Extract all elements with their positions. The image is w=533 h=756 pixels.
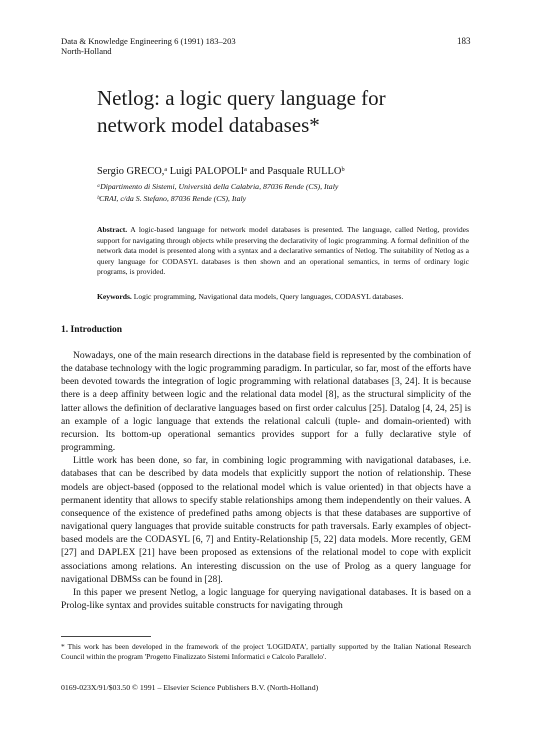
author-list: Sergio GRECO,ᵃ Luigi PALOPOLIᵃ and Pasquale RULLOᵇ <box>97 166 345 177</box>
title-line-2: network model databases* <box>97 113 320 137</box>
copyright-line: 0169-023X/91/$03.50 © 1991 – Elsevier Science Publishers B.V. (North-Holland) <box>61 683 319 692</box>
footnote-rule <box>61 636 151 637</box>
body-text <box>61 350 471 613</box>
affiliation-a: ᵃDipartimento di Sistemi, Università della Calabria, 87036 Rende (CS), Italy <box>97 182 339 191</box>
section-heading: 1. Introduction <box>61 325 123 335</box>
paragraph-3: In this paper we present Netlog, a logic language for querying navigational databases. It is based on a Prolog-like syntax and provides suitable constructs for navigating through <box>61 587 471 611</box>
keywords <box>97 292 469 301</box>
title-line-1: Netlog: a logic query language for <box>97 86 386 110</box>
footnote: * This work has been developed in the framework of the project 'LOGIDATA', partially supported by the Italian National Research Council within the program 'Progetto Finalizzato Sistemi Informatici e Calcolo Parallelo'. <box>61 642 471 661</box>
page-number: 183 <box>457 36 471 46</box>
journal-citation: Data & Knowledge Engineering 6 (1991) 183–203 <box>61 36 236 46</box>
paragraph-2: Little work has been done, so far, in combining logic programming with navigational databases, i.e. databases that can be described by data models that explicitly support the notion of relationship. These models are object-based (opposed to the relational model which is value oriented) in that objects have a permanent identity that allows to specify stable relationships among them independently on their values. A consequence of the existence of predefined paths among objects is that these databases are supportive of navigational query languages that provide suitable constructs for path traversals. Early examples of object-based models are the CODASYL [6, 7] and Entity-Relationship [5, 22] data models. More recently, GEM [27] and DAPLEX [21] have been proposed as extensions of the relational model to cope with explicit associations among relations. An interesting discussion on the use of Prolog as a query language for navigational DBMSs can be found in [28]. <box>61 456 471 585</box>
abstract <box>97 225 469 278</box>
affiliation-b: ᵇCRAI, c/da S. Stefano, 87036 Rende (CS), Italy <box>97 194 247 203</box>
abstract-label: Abstract. <box>97 225 128 234</box>
paragraph-1: Nowadays, one of the main research directions in the database field is represented by the combination of the database technology with the logic programming paradigm. In particular, so far, most of the efforts have been devoted towards the integration of logic programming with relational databases [3, 24]. It is because there is a deep affinity between logic and the relational data model [8], as the structural simplicity of the latter allows the definition of declarative languages based on first order calculus [25]. Datalog [4, 24, 25] is an example of a logic language that extends the relational calculi (tuple- and domain-oriented) with recursion. Its bottom-up operational semantics provides support for a fully declarative style of programming. <box>61 351 471 454</box>
keywords-label: Keywords. <box>97 292 132 301</box>
publisher-name: North-Holland <box>61 46 112 56</box>
abstract-text: A logic-based language for network model databases is presented. The language, called Netlog, provides support for navigating through objects while preserving the declarativity of logic programming. A formal definition of the network data model is presented along with a syntax and a declarative semantics of Netlog. The suitability of Netlog as a query language for CODASYL databases is then shown and an operational semantics, in terms of ordinary logic programs, is provided. <box>97 225 469 277</box>
keywords-text: Logic programming, Navigational data models, Query languages, CODASYL databases. <box>133 292 404 301</box>
paper-title <box>97 85 477 139</box>
